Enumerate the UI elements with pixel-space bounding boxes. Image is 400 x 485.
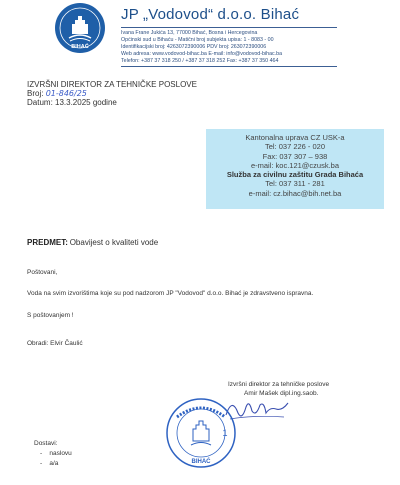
recipient-line-2: Tel: 037 226 - 020 [264,142,326,152]
signatory-name: Amir Mašek dipl.ing.saob. [244,390,319,397]
distribution-label: Dostavi: [34,440,58,447]
document-date: Datum: 13.3.2025 godine [27,98,117,107]
web-email: Web adresa: www.vodovod-bihac.ba E-mail: info@vodovod-bihac.ba [121,51,283,57]
subject-line [27,238,158,247]
recipient-line-4: e-mail: koc.121@czusk.ba [250,160,340,170]
recipient-line-7: e-mail: cz.bihac@bih.net.ba [248,188,342,198]
stamp-number: 1 [222,428,228,438]
reference-value: 01-846/25 [45,89,87,98]
distribution-item: - naslovu [40,450,72,457]
tax-id: Identifikacijski broj: 4263072390006 PDV broj: 263072390006 [121,44,267,50]
recipient-box [206,129,384,209]
recipient-line-3: Fax: 037 307 – 938 [262,151,328,161]
recipient-line-5: Služba za civilnu zaštitu Grada Bihaća [226,170,364,180]
distribution-item: - a/a [40,460,59,467]
court-registration: Općinski sud u Bihaću - Matični broj subjekta upisa: 1 - 8083 - 00 [121,37,274,43]
bullet-icon: - [40,460,50,467]
greeting: Poštovani, [27,269,58,276]
logo-text: BIHAĆ [71,44,89,50]
body-paragraph: Voda na svim izvorištima koje su pod nadzorom JP "Vodovod" d.o.o. Bihać je zdravstveno ispravna. [27,290,314,297]
sender-title: IZVRŠNI DIREKTOR ZA TEHNIČKE POSLOVE [27,80,197,89]
signatory-role: Izvršni direktor za tehničke poslove [228,381,330,388]
prepared-by: Obradi: Elvir Čaulić [27,340,83,347]
header-rule [121,27,337,28]
phone-fax: Telefon: +387 37 318 250 / +387 37 318 252 Fax: +387 37 350 464 [121,58,279,64]
bullet-icon: - [40,450,50,457]
closing: S poštovanjem ! [27,312,74,319]
subject-text: Obavijest o kvaliteti vode [69,238,159,247]
stamp-name: BIHAĆ [191,459,211,465]
recipient-line-1: Kantonalna uprava CZ USK-a [245,133,345,142]
reference-label: Broj: [27,89,44,98]
recipient-line-6: Tel: 037 311 - 281 [265,179,325,189]
company-logo [54,2,106,54]
header-rule-bottom [121,66,337,67]
company-address: Ivana Frane Jukića 13, 77000 Bihać, Bosna i Hercegovina [121,30,258,36]
subject-label: PREDMET: [27,238,68,247]
company-name: JP „Vodovod“ d.o.o. Bihać [121,6,300,23]
reference-number [27,89,87,98]
official-stamp [165,397,237,469]
